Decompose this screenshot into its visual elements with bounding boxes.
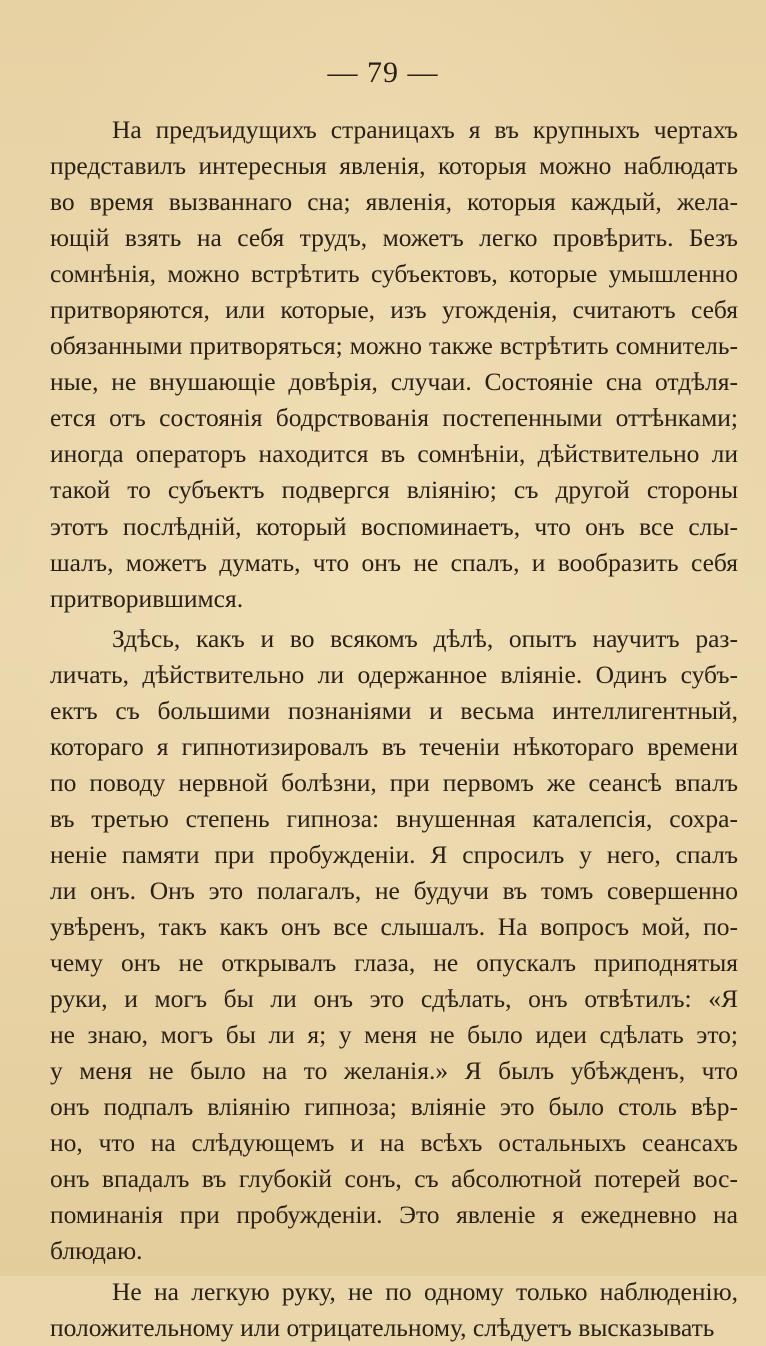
text-line: этотъ послѣдній, который воспоминаетъ, что онъ все слы- — [50, 511, 738, 541]
body-text — [50, 112, 738, 1346]
text-line: положительному или отрицательному, слѣдуетъ высказывать — [50, 1312, 715, 1342]
text-line: притворяются, или которые, изъ угожденія, считаютъ себя — [50, 295, 738, 325]
page-number: — 79 — — [327, 56, 439, 89]
text-line: такой то субъектъ подвергся вліянію; съ другой стороны — [50, 475, 738, 505]
text-line: руки, и могъ бы ли онъ это сдѣлать, онъ отвѣтилъ: «Я — [50, 984, 738, 1014]
text-line: онъ подпалъ вліянію гипноза; вліяніе это было столь вѣр- — [50, 1092, 738, 1122]
text-line: по поводу нервной болѣзни, при первомъ же сеансѣ впалъ — [50, 767, 738, 797]
text-line: представилъ интересныя явленія, которыя можно наблюдать — [50, 151, 738, 181]
text-line: во время вызваннаго сна; явленія, которыя каждый, жела- — [50, 187, 738, 217]
text-line: ные, не внушающіе довѣрія, случаи. Состояніе сна отдѣля- — [50, 367, 738, 397]
text-line: ли онъ. Онъ это полагалъ, не будучи въ томъ совершенно — [50, 875, 738, 905]
text-line: въ третью степень гипноза: внушенная каталепсія, сохра- — [50, 803, 738, 833]
text-line: не знаю, могъ бы ли я; у меня не было идеи сдѣлать это; — [50, 1020, 738, 1050]
text-line: шалъ, можетъ думать, что онъ не спалъ, и вообразить себя — [50, 547, 738, 577]
text-line: Здѣсь, какъ и во всякомъ дѣлѣ, опытъ научитъ раз- — [112, 623, 738, 653]
text-line: увѣренъ, такъ какъ онъ все слышалъ. На вопросъ мой, по- — [50, 912, 738, 942]
text-line: притворившимся. — [50, 583, 244, 613]
paragraph — [50, 112, 738, 617]
text-line: личать, дѣйствительно ли одержанное вліяніе. Одинъ субъ- — [50, 659, 738, 689]
text-line: неніе памяти при пробужденіи. Я спросилъ у него, спалъ — [50, 839, 738, 869]
paragraph — [50, 1274, 738, 1346]
text-line: ектъ съ большими познаніями и весьма интеллигентный, — [50, 695, 738, 725]
text-line: поминанія при пробужденіи. Это явленіе я ежедневно на — [50, 1200, 738, 1230]
text-line: блюдаю. — [50, 1236, 143, 1266]
text-line: ющій взять на себя трудъ, можетъ легко провѣрить. Безъ — [50, 223, 738, 253]
text-line: обязанными притворяться; можно также встрѣтить сомнитель- — [50, 331, 738, 361]
text-line: сомнѣнія, можно встрѣтить субъектовъ, которые умышленно — [50, 259, 738, 289]
text-line: онъ впадалъ въ глубокій сонъ, съ абсолютной потерей вос- — [50, 1164, 738, 1194]
text-line: котораго я гипнотизировалъ въ теченіи нѣкотораго времени — [50, 731, 738, 761]
text-line: иногда операторъ находится въ сомнѣніи, дѣйствительно ли — [50, 439, 738, 469]
text-line: ется отъ состоянія бодрствованія постепенными оттѣнками; — [50, 403, 738, 433]
text-line: чему онъ не открывалъ глаза, не опускалъ приподнятыя — [50, 948, 738, 978]
paragraph — [50, 621, 738, 1270]
text-line: На предъидущихъ страницахъ я въ крупныхъ чертахъ — [112, 115, 738, 144]
text-line: Не на легкую руку, не по одному только наблюденію, — [112, 1276, 738, 1306]
text-line: у меня не было на то желанія.» Я былъ убѣжденъ, что — [50, 1056, 738, 1086]
text-line: но, что на слѣдующемъ и на всѣхъ остальныхъ сеансахъ — [50, 1128, 738, 1158]
